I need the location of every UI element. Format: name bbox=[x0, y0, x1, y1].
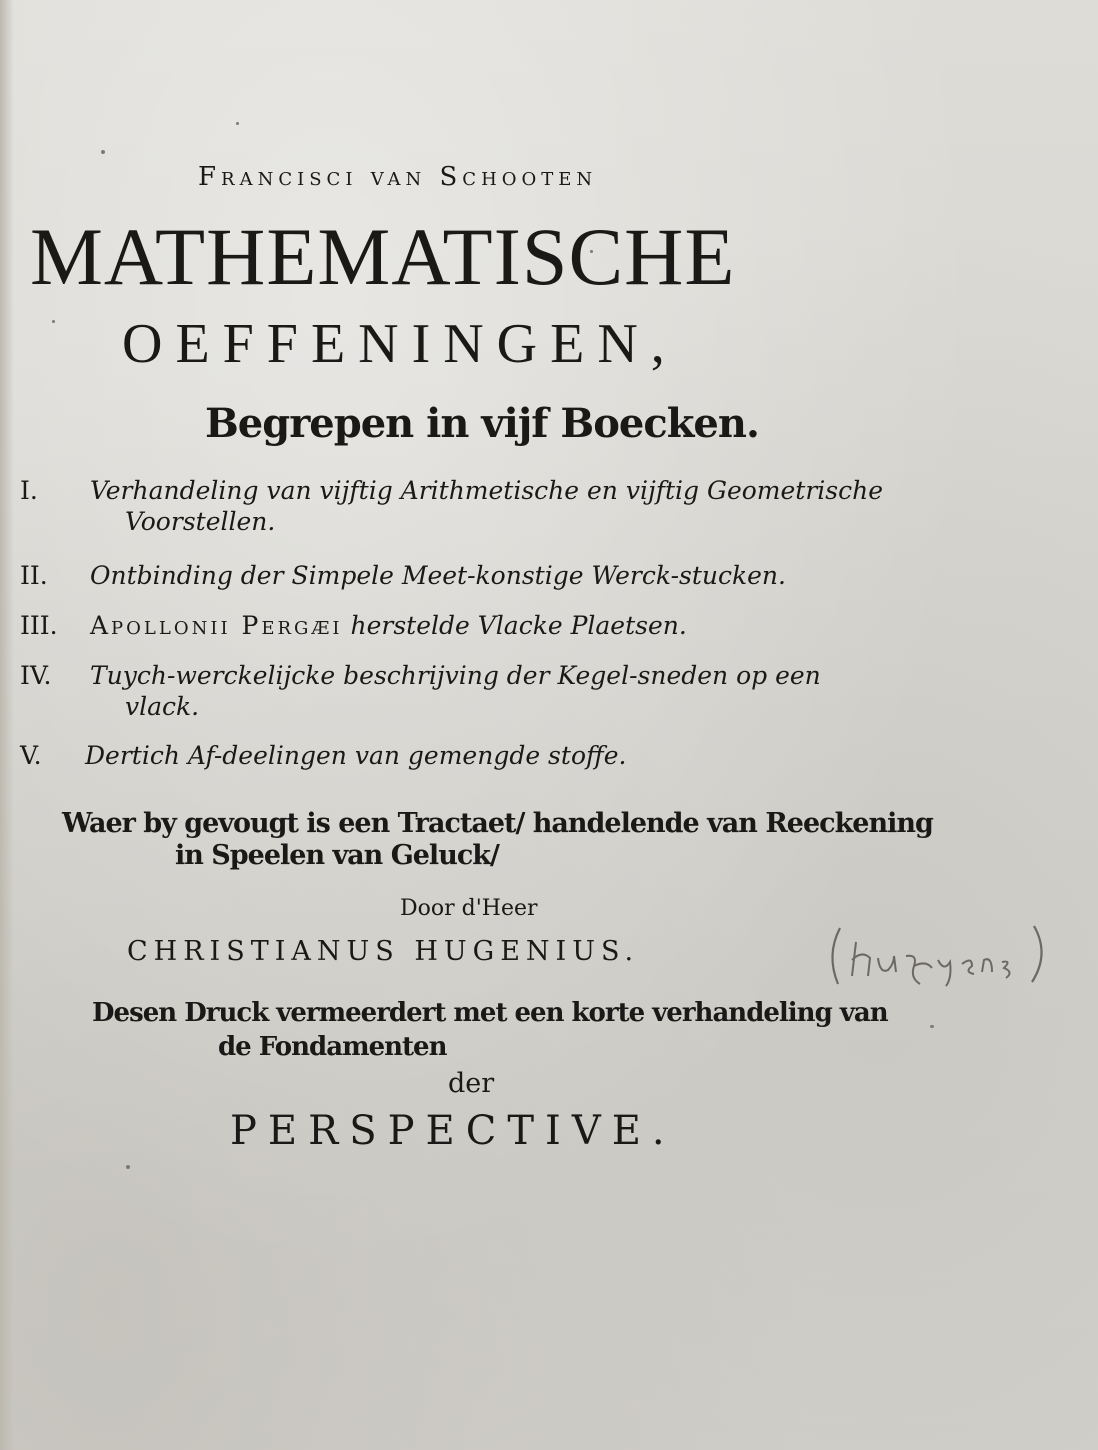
book-description: Ontbinding der Simpele Meet-konstige Werck-stucken. bbox=[90, 561, 786, 590]
treatise-line-1: Waer by gevougt is een Tractaet/ handelende van Reeckening bbox=[62, 808, 933, 839]
author-line: Francisci van Schooten bbox=[198, 162, 598, 192]
book-subtitle: OEFFENINGEN, bbox=[122, 313, 678, 375]
book-number: II. bbox=[20, 561, 48, 590]
book-description: Tuych-werckelijcke beschrijving der Kegel-sneden op een bbox=[90, 661, 821, 690]
book-description-continued: Voorstellen. bbox=[125, 507, 276, 536]
book-number: IV. bbox=[20, 661, 52, 690]
perspective-line: PERSPECTIVE. bbox=[230, 1108, 676, 1154]
paper-speck bbox=[52, 320, 55, 323]
book-description-rest: herstelde Vlacke Plaetsen. bbox=[350, 611, 687, 640]
edition-line-2: de Fondamenten bbox=[218, 1032, 447, 1062]
treatise-line-2: in Speelen van Geluck/ bbox=[175, 840, 499, 871]
books-heading: Begrepen in vijf Boecken. bbox=[205, 400, 759, 447]
by-line: Door d'Heer bbox=[400, 896, 538, 921]
edition-line-1: Desen Druck vermeerdert met een korte verhandeling van bbox=[92, 998, 888, 1028]
book-description: Dertich Af-deelingen van gemengde stoffe. bbox=[85, 741, 627, 770]
paper-speck bbox=[236, 122, 239, 125]
page-edge-shadow bbox=[0, 0, 14, 1450]
paper-speck bbox=[930, 1025, 934, 1028]
handwritten-annotation bbox=[822, 920, 1052, 990]
huygens-name: CHRISTIANUS HUGENIUS. bbox=[127, 936, 640, 967]
book-description bbox=[90, 610, 687, 641]
book-description: Verhandeling van vijftig Arithmetische en vijftig Geometrische bbox=[90, 476, 884, 505]
book-number: III. bbox=[20, 611, 58, 640]
book-description-continued: vlack. bbox=[125, 692, 200, 721]
paper-speck bbox=[126, 1165, 130, 1169]
book-number: I. bbox=[20, 476, 38, 505]
apollonius-name: Apollonii Pergæi bbox=[90, 611, 343, 640]
paper-speck bbox=[101, 150, 105, 154]
der-line: der bbox=[448, 1068, 495, 1099]
book-number: V. bbox=[20, 741, 42, 770]
book-title: MATHEMATISCHE bbox=[30, 211, 736, 302]
